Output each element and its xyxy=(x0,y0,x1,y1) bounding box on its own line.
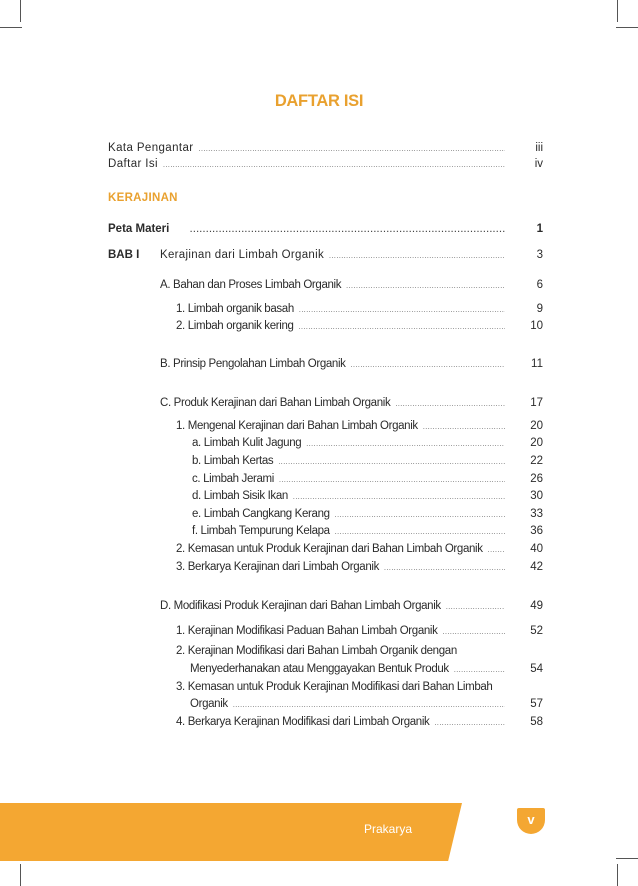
toc-entry[interactable] xyxy=(190,662,510,676)
crop-mark xyxy=(616,27,638,28)
toc-entry[interactable] xyxy=(190,697,510,711)
leader-dots xyxy=(434,719,505,729)
toc-page: 1 xyxy=(536,223,543,235)
toc-label: 1. Mengenal Kerajinan dari Bahan Limbah Organik xyxy=(176,420,418,432)
leader-dots xyxy=(293,493,505,503)
toc-entry[interactable] xyxy=(176,302,510,316)
toc-page: 10 xyxy=(530,320,543,332)
leader-dots xyxy=(163,161,505,171)
toc-page: 40 xyxy=(530,543,543,555)
toc-label: e. Limbah Cangkang Kerang xyxy=(192,508,330,520)
toc-page: 57 xyxy=(530,698,543,710)
crop-mark xyxy=(617,864,618,886)
toc-label: 2. Kerajinan Modifikasi dari Bahan Limbah Organik dengan xyxy=(176,645,457,657)
leader-dots xyxy=(384,564,505,574)
toc-page: 54 xyxy=(530,663,543,675)
toc-label: 2. Kemasan untuk Produk Kerajinan dari Bahan Limbah Organik xyxy=(176,543,483,555)
toc-page: 52 xyxy=(530,625,543,637)
toc-entry[interactable] xyxy=(176,319,510,333)
toc-label: A. Bahan dan Proses Limbah Organik xyxy=(160,279,342,291)
toc-entry[interactable] xyxy=(192,436,510,450)
leader-dots xyxy=(395,400,505,410)
toc-entry[interactable] xyxy=(192,524,510,538)
toc-entry[interactable] xyxy=(108,222,510,236)
toc-entry[interactable] xyxy=(176,542,510,556)
toc-page: 17 xyxy=(530,397,543,409)
page-number-badge: v xyxy=(517,808,545,834)
leader-dots xyxy=(299,306,505,316)
toc-label: d. Limbah Sisik Ikan xyxy=(192,490,288,502)
toc-page: 20 xyxy=(530,437,543,449)
toc-entry[interactable] xyxy=(108,248,510,262)
toc-page: 30 xyxy=(530,490,543,502)
toc-label: 2. Limbah organik kering xyxy=(176,320,294,332)
toc-page: iv xyxy=(534,158,543,170)
toc-label: C. Produk Kerajinan dari Bahan Limbah Organik xyxy=(160,397,391,409)
section-heading: KERAJINAN xyxy=(108,192,178,204)
toc-label: Kata Pengantar xyxy=(108,142,194,154)
leader-dots xyxy=(278,458,505,468)
toc-entry[interactable] xyxy=(192,507,510,521)
toc-page: 58 xyxy=(530,716,543,728)
leader-dots xyxy=(446,603,505,613)
toc-page: 9 xyxy=(536,303,543,315)
toc-page: 36 xyxy=(530,525,543,537)
toc-entry[interactable] xyxy=(160,278,510,292)
toc-label: 4. Berkarya Kerajinan Modifikasi dari Limbah Organik xyxy=(176,716,430,728)
crop-mark xyxy=(0,27,22,28)
crop-mark xyxy=(617,0,618,22)
crop-mark xyxy=(20,864,21,886)
toc-page: 49 xyxy=(530,600,543,612)
toc-page: 6 xyxy=(536,279,543,291)
toc-label: 1. Kerajinan Modifikasi Paduan Bahan Limbah Organik xyxy=(176,625,438,637)
toc-label: a. Limbah Kulit Jagung xyxy=(192,437,302,449)
toc-label: Menyederhanakan atau Menggayakan Bentuk Produk xyxy=(190,663,449,675)
toc-page: 22 xyxy=(530,455,543,467)
leader-dots xyxy=(335,528,505,538)
toc-page: 42 xyxy=(530,561,543,573)
leader-dots xyxy=(279,476,505,486)
leader-dots xyxy=(443,628,505,638)
leader-dots xyxy=(233,701,505,711)
toc-entry[interactable] xyxy=(192,489,510,503)
toc-label: 3. Kemasan untuk Produk Kerajinan Modifikasi dari Bahan Limbah xyxy=(176,681,493,693)
toc-label: c. Limbah Jerami xyxy=(192,473,274,485)
leader-dots xyxy=(306,440,505,450)
toc-entry[interactable] xyxy=(160,357,510,371)
toc-label: B. Prinsip Pengolahan Limbah Organik xyxy=(160,358,346,370)
leader-dots xyxy=(346,282,505,292)
leader-dots xyxy=(299,323,505,333)
toc-entry[interactable] xyxy=(108,141,510,155)
footer-book-title: Prakarya xyxy=(364,822,413,836)
toc-label: 1. Limbah organik basah xyxy=(176,303,294,315)
leader-dots xyxy=(454,666,505,676)
chapter-number: BAB I xyxy=(108,249,140,261)
toc-page: 11 xyxy=(531,358,543,370)
toc-label: b. Limbah Kertas xyxy=(192,455,274,467)
toc-label: f. Limbah Tempurung Kelapa xyxy=(192,525,330,537)
leader-dots xyxy=(335,511,505,521)
toc-entry[interactable] xyxy=(176,419,510,433)
toc-page: iii xyxy=(535,142,543,154)
leader-dots xyxy=(199,145,505,155)
toc-entry[interactable] xyxy=(160,599,510,613)
page-title: DAFTAR ISI xyxy=(274,92,364,110)
toc-page: 3 xyxy=(536,249,543,261)
toc-entry-line[interactable] xyxy=(176,644,510,658)
leader-dots xyxy=(329,252,505,262)
toc-entry[interactable] xyxy=(160,396,510,410)
toc-label: 3. Berkarya Kerajinan dari Limbah Organik xyxy=(176,561,379,573)
toc-label: Organik xyxy=(190,698,228,710)
leader-dots xyxy=(351,361,505,371)
crop-mark xyxy=(616,858,638,859)
leader-dots xyxy=(190,225,505,235)
toc-label: D. Modifikasi Produk Kerajinan dari Bahan Limbah Organik xyxy=(160,600,441,612)
toc-label: Peta Materi xyxy=(108,223,170,235)
toc-entry[interactable] xyxy=(192,454,510,468)
toc-page: 26 xyxy=(530,473,543,485)
toc-label: Daftar Isi xyxy=(108,158,159,170)
toc-entry[interactable] xyxy=(176,715,510,729)
toc-entry[interactable] xyxy=(176,624,510,638)
toc-label: Kerajinan dari Limbah Organik xyxy=(160,249,325,261)
toc-entry[interactable] xyxy=(176,560,510,574)
toc-entry-line[interactable] xyxy=(176,680,510,694)
toc-page: 20 xyxy=(530,420,543,432)
toc-entry[interactable] xyxy=(108,157,510,171)
crop-mark xyxy=(20,0,21,22)
toc-entry[interactable] xyxy=(192,472,510,486)
leader-dots xyxy=(488,546,505,556)
leader-dots xyxy=(423,423,505,433)
toc-page: 33 xyxy=(530,508,543,520)
